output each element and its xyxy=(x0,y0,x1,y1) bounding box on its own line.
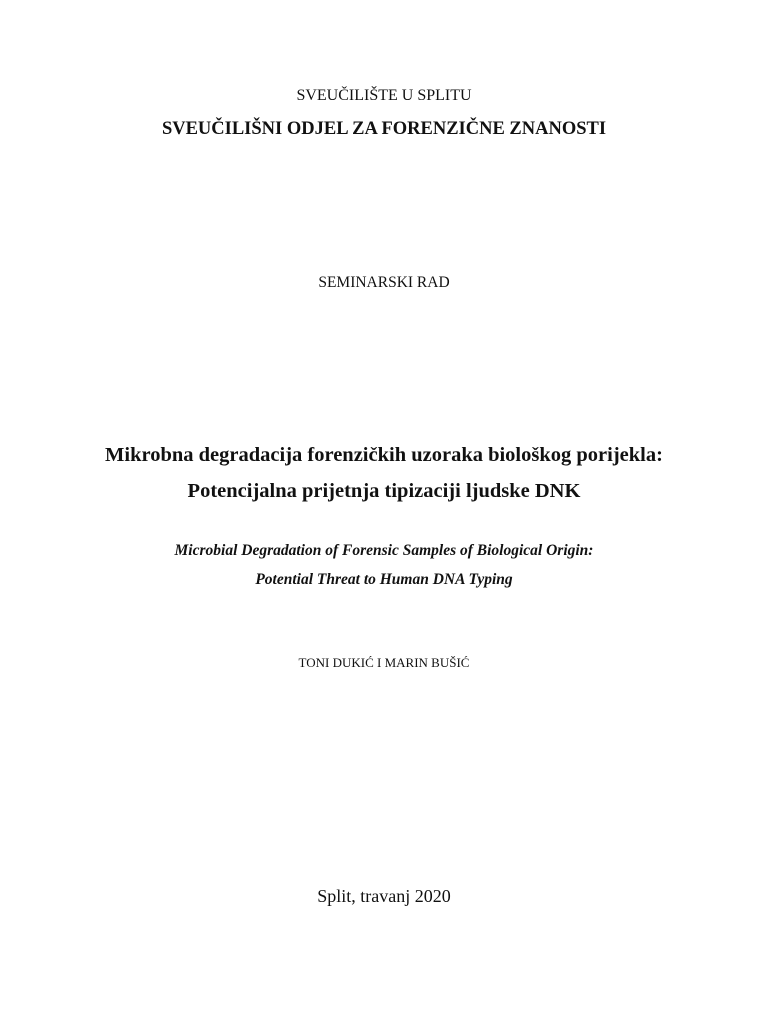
title-english-line-2: Potential Threat to Human DNA Typing xyxy=(255,571,513,588)
title-croatian-line-1: Mikrobna degradacija forenzičkih uzoraka biološkog porijekla: xyxy=(105,444,663,466)
authors: TONI DUKIĆ I MARIN BUŠIĆ xyxy=(298,655,470,670)
department-name: SVEUČILIŠNI ODJEL ZA FORENZIČNE ZNANOSTI xyxy=(161,119,607,139)
place-and-date: Split, travanj 2020 xyxy=(317,886,451,906)
document-type: SEMINARSKI RAD xyxy=(318,274,450,291)
university-name: SVEUČILIŠTE U SPLITU xyxy=(296,87,472,104)
title-english-line-1: Microbial Degradation of Forensic Samples of Biological Origin: xyxy=(174,542,594,559)
title-croatian-line-2: Potencijalna prijetnja tipizaciji ljudske DNK xyxy=(187,480,581,502)
